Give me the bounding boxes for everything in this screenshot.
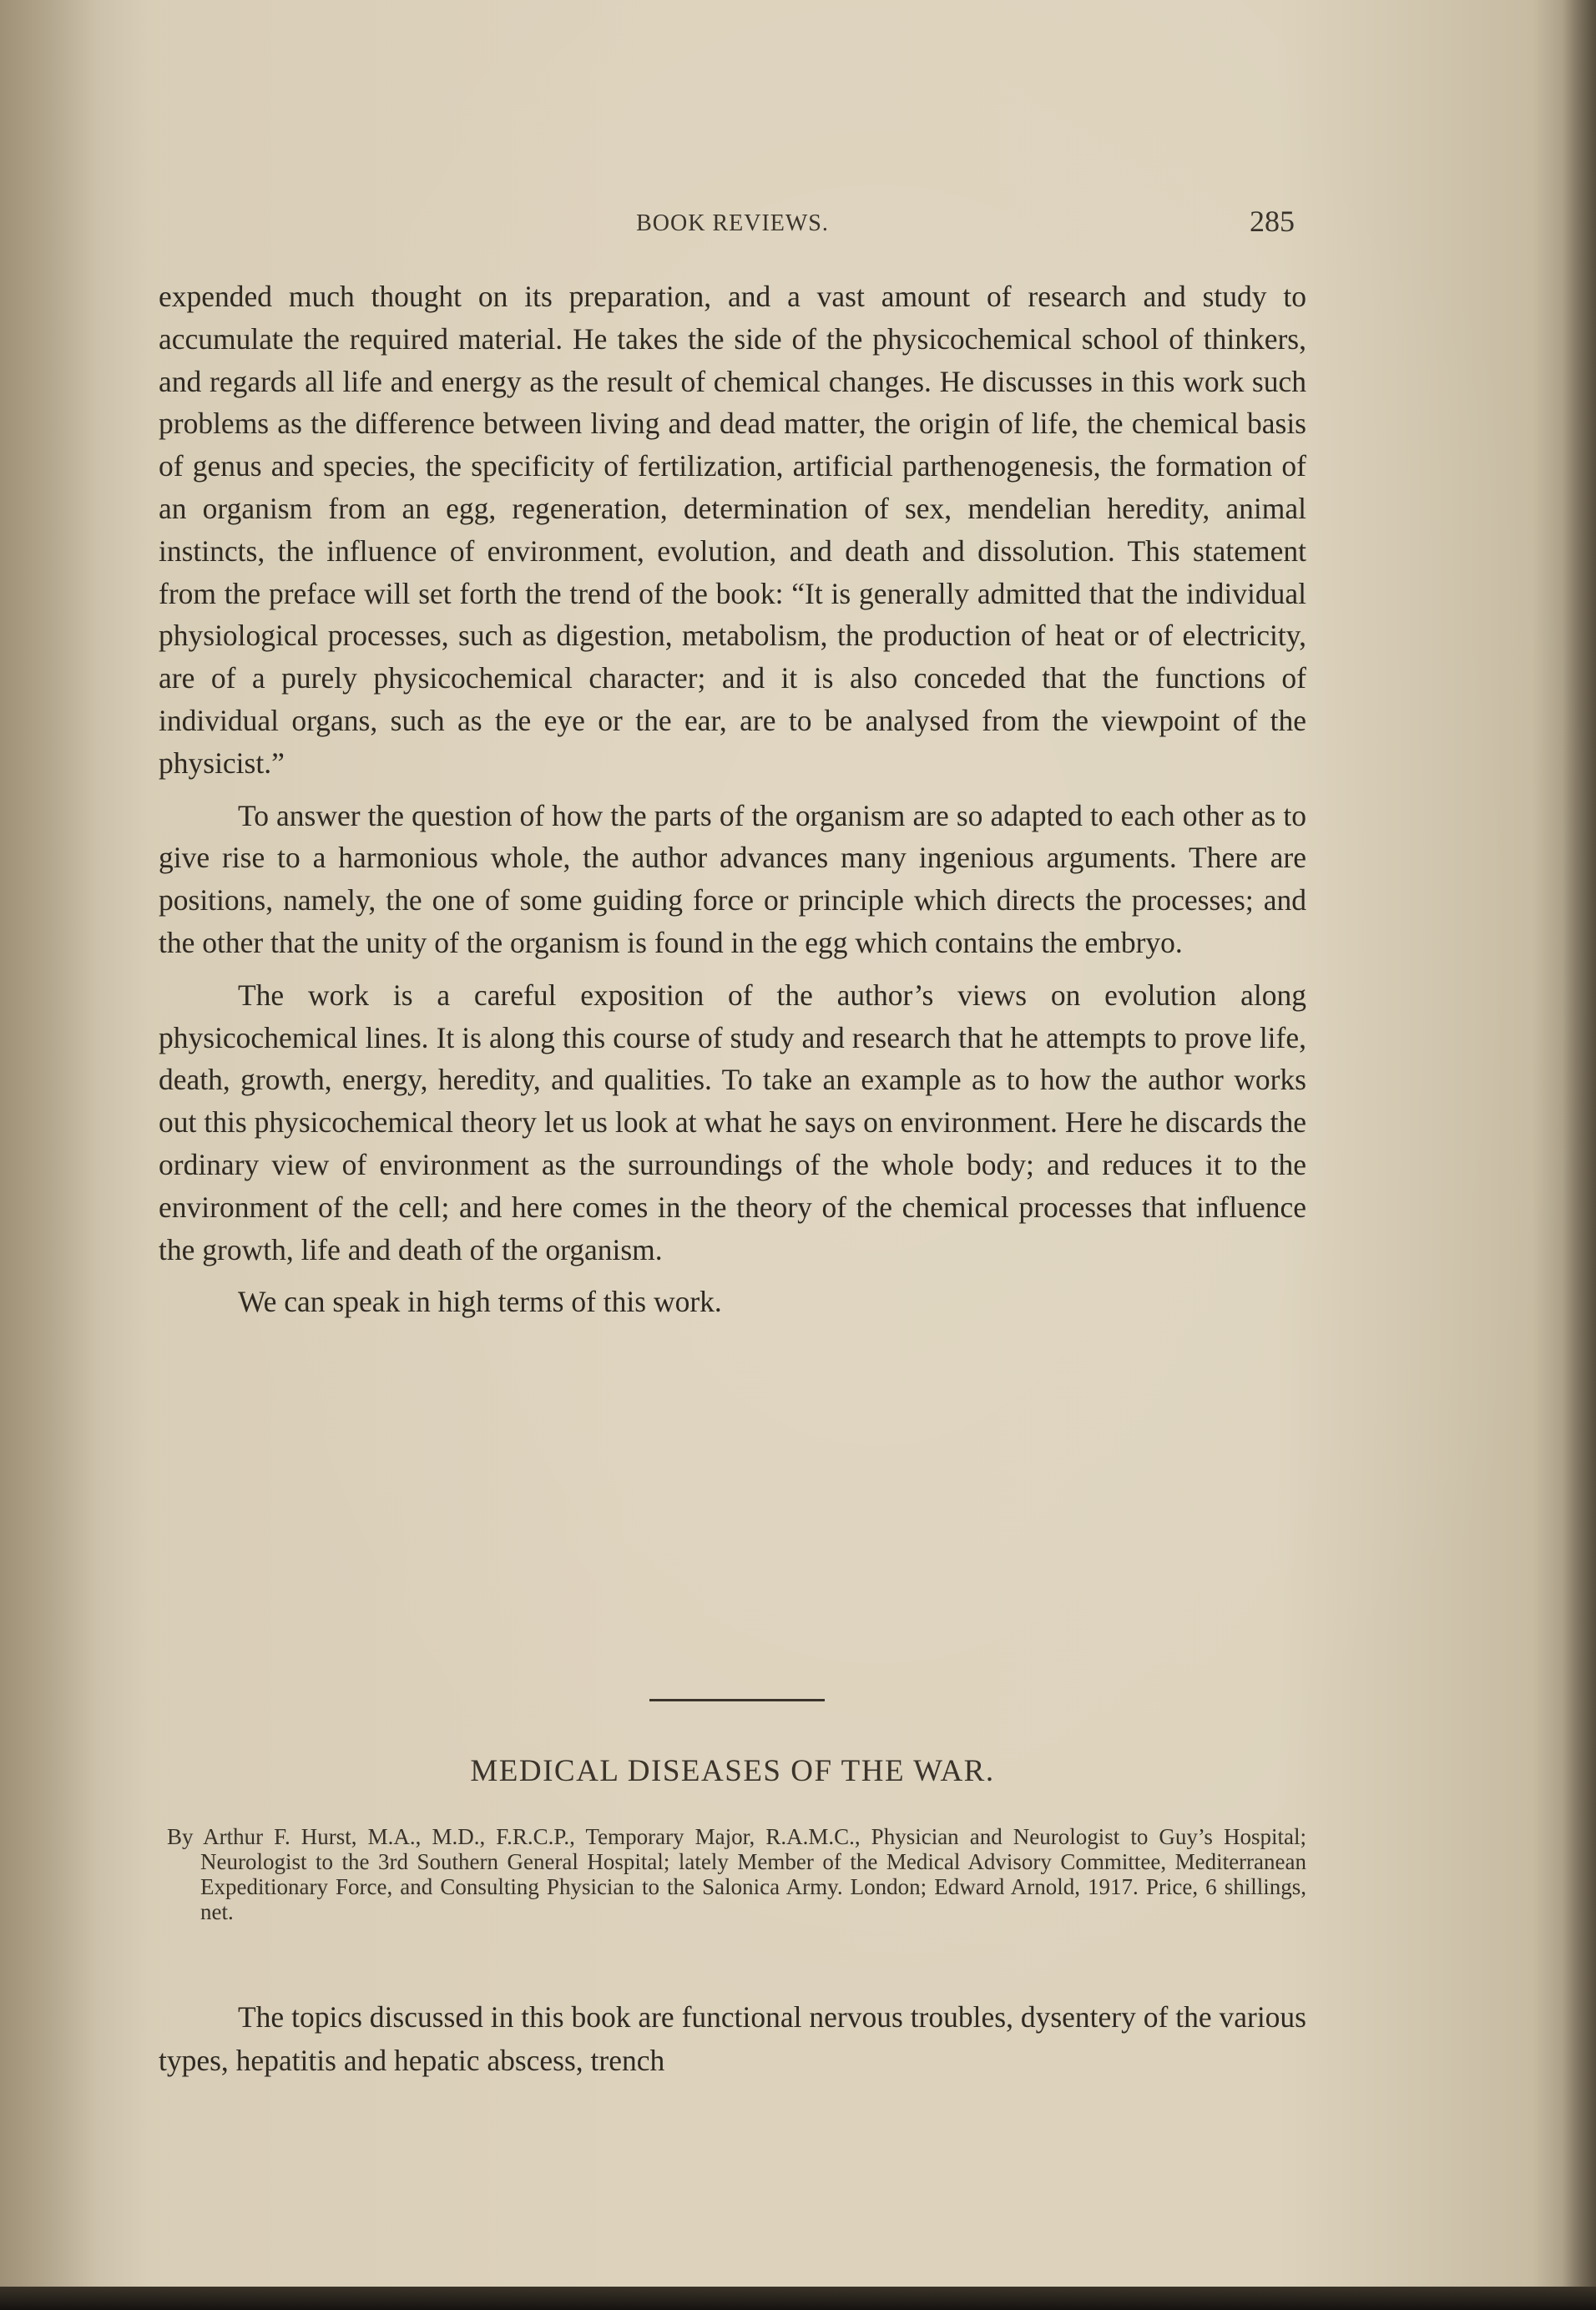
review-paragraph-2: To answer the question of how the parts of the organism are so adapted to each other as to give rise to a harmonious whole, the author advances many ingenious arguments. There are positions, namely, the one of some guiding force or principle which directs the processes; and the other that the unity of the organism is found in the egg which contains the embryo. (159, 798, 1306, 959)
review-body (159, 275, 1306, 1323)
review-paragraph-4: We can speak in high terms of this work. (238, 1285, 722, 1319)
spine-shadow (0, 0, 150, 2310)
next-review-byline: By Arthur F. Hurst, M.A., M.D., F.R.C.P., Temporary Major, R.A.M.C., Physician and Neurologist to Guy’s Hospital; Neurologist to the 3rd Southern General Hospital; lately Member of the Medical Advisory Committee, Mediterranean Expeditionary Force, and Consulting Physician to the Salonica Army. London; Edward Arnold, 1917. Price, 6 shillings, net. (167, 1824, 1306, 1924)
next-review-body (159, 1995, 1306, 2082)
next-review-paragraph-1: The topics discussed in this book are functional nervous troubles, dysentery of the various types, hepatitis and hepatic abscess, trench (159, 2000, 1306, 2077)
review-paragraph-3: The work is a careful exposition of the author’s views on evolution along physicochemical lines. It is along this course of study and research that he attempts to prove life, death, growth, energy, heredity, and qualities. To take an example as to how the author works out this physicochemical theory let us look at what he says on environment. Here he discards the ordinary view of environment as the surroundings of the whole body; and reduces it to the environment of the cell; and here comes in the theory of the chemical processes that influence the growth, life and death of the organism. (159, 978, 1306, 1266)
page-bottom-edge (0, 2287, 1596, 2310)
page-number: 285 (1250, 205, 1295, 238)
section-divider (649, 1699, 825, 1701)
running-title: BOOK REVIEWS. (636, 210, 829, 236)
review-paragraph-1: expended much thought on its preparation, and a vast amount of research and study to accumulate the required material. He takes the side of the physicochemical school of thinkers, and regards all life and energy as the result of chemical changes. He discusses in this work such problems as the difference between living and dead matter, the origin of life, the chemical basis of genus and species, the specificity of fertilization, artificial parthenogenesis, the formation of an organism from an egg, regeneration, determination of sex, mendelian heredity, animal instincts, the influence of environment, evolution, and death and dissolution. This statement from the preface will set forth the trend of the book: “It is generally admitted that the individual physiological processes, such as digestion, metabolism, the production of heat or of electricity, are of a purely physicochemical character; and it is also conceded that the functions of individual organs, such as the eye or the ear, are to be analysed from the viewpoint of the physicist.” (159, 280, 1306, 780)
running-head (159, 205, 1306, 244)
next-review-title: MEDICAL DISEASES OF THE WAR. (470, 1754, 995, 1788)
page-edge-shadow (1563, 0, 1596, 2310)
